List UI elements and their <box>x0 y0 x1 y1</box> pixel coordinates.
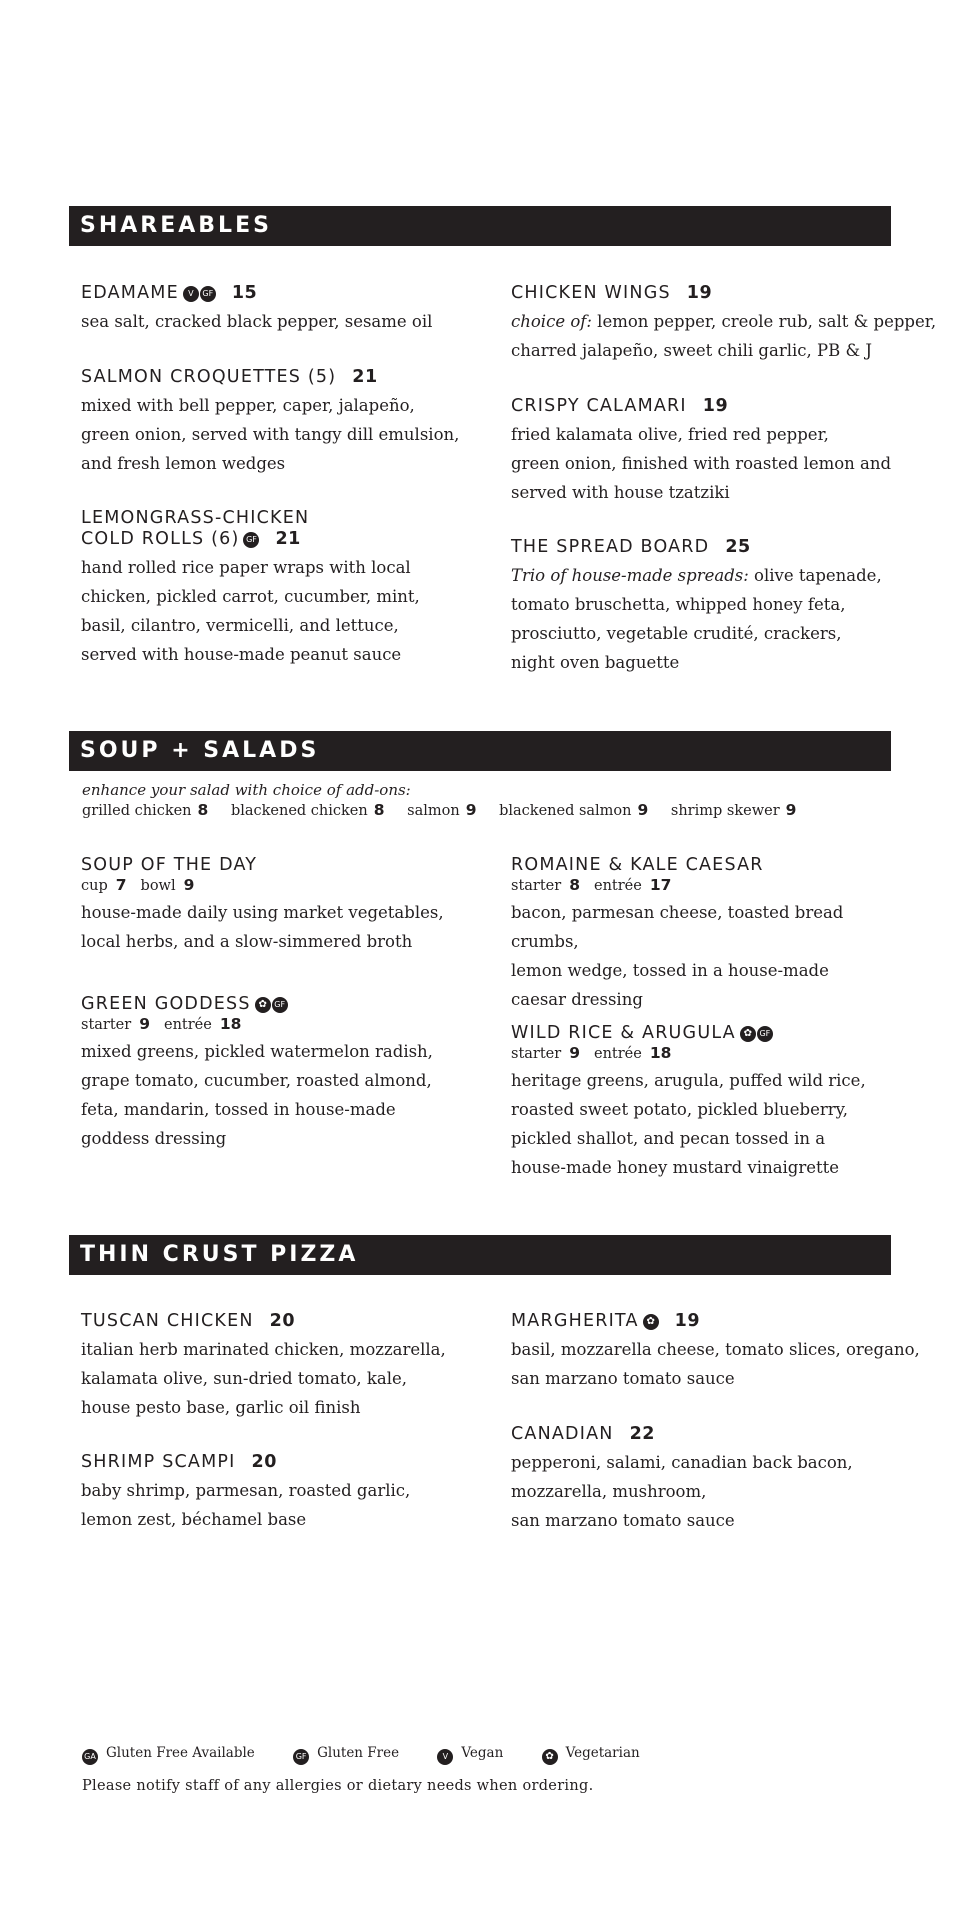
desc-line: pepperoni, salami, canadian back bacon, <box>511 1453 853 1472</box>
item-price: 19 <box>702 396 729 416</box>
desc-line: pickled shallot, and pecan tossed in a <box>511 1129 826 1148</box>
desc-line: served with house tzatziki <box>511 483 730 502</box>
item-description <box>511 898 901 1014</box>
menu-item-salmon-croquettes <box>81 367 481 478</box>
item-description <box>81 898 481 956</box>
item-name-line2: COLD ROLLS (6) <box>81 529 240 549</box>
item-price: 19 <box>686 283 713 303</box>
menu-item-green-goddess <box>81 994 481 1153</box>
desc-line: night oven baguette <box>511 653 680 672</box>
gluten-free-available-icon: GA <box>82 1749 98 1765</box>
desc-line: prosciutto, vegetable crudité, crackers, <box>511 624 842 643</box>
desc-line: mixed with bell pepper, caper, jalapeño, <box>81 396 415 415</box>
menu-item-crispy-calamari <box>511 396 901 507</box>
desc-line: san marzano tomato sauce <box>511 1369 735 1388</box>
desc-line: house-made daily using market vegetables, <box>81 903 444 922</box>
item-description <box>511 307 937 365</box>
salad-addons <box>82 780 892 821</box>
item-name: SOUP OF THE DAY <box>81 855 258 875</box>
item-name: CHICKEN WINGS <box>511 283 671 303</box>
item-name: MARGHERITA <box>511 1311 639 1331</box>
item-description <box>511 1448 901 1535</box>
desc-line: basil, cilantro, vermicelli, and lettuce, <box>81 616 399 635</box>
section-header-soup-salads: SOUP + SALADS <box>69 731 891 771</box>
desc-line: mixed greens, pickled watermelon radish, <box>81 1042 433 1061</box>
item-name: CRISPY CALAMARI <box>511 396 687 416</box>
desc-line: bacon, parmesan cheese, toasted bread crumbs, <box>511 903 844 951</box>
menu-item-tuscan-chicken <box>81 1311 481 1422</box>
item-description <box>81 1476 481 1534</box>
desc-line: hand rolled rice paper wraps with local <box>81 558 411 577</box>
dietary-legend <box>82 1745 674 1765</box>
desc-line: green onion, served with tangy dill emulsion, <box>81 425 460 444</box>
addon-item: blackened salmon 9 <box>499 801 649 819</box>
desc-line: mozzarella, mushroom, <box>511 1482 707 1501</box>
item-name: ROMAINE & KALE CAESAR <box>511 855 764 875</box>
item-description: sea salt, cracked black pepper, sesame oil <box>81 312 433 331</box>
legend-vegan: V Vegan <box>437 1745 503 1761</box>
spreads-lead: Trio of house-made spreads: <box>511 566 749 585</box>
item-description <box>511 561 901 677</box>
menu-item-margherita <box>511 1311 920 1393</box>
item-name: CANADIAN <box>511 1424 614 1444</box>
vegetarian-icon: ✿ <box>255 997 271 1013</box>
vegan-icon: V <box>437 1749 453 1765</box>
desc-line: served with house-made peanut sauce <box>81 645 402 664</box>
desc-line: basil, mozzarella cheese, tomato slices, oregano, <box>511 1340 920 1359</box>
desc-line: lemon wedge, tossed in a house-made <box>511 961 829 980</box>
desc-line: san marzano tomato sauce <box>511 1511 735 1530</box>
item-sizes: starter 9 entrée 18 <box>81 1015 242 1033</box>
gluten-free-icon: GF <box>243 532 259 548</box>
menu-item-cold-rolls <box>81 508 481 669</box>
item-price: 21 <box>275 529 301 549</box>
item-name-line1: LEMONGRASS-CHICKEN <box>81 508 310 528</box>
choice-label: choice of: <box>511 312 592 331</box>
desc-line: caesar dressing <box>511 990 643 1009</box>
item-name: SHRIMP SCAMPI <box>81 1452 236 1472</box>
addons-list <box>82 800 892 821</box>
desc-line: house-made honey mustard vinaigrette <box>511 1158 840 1177</box>
item-price: 15 <box>231 283 258 303</box>
desc-line: house pesto base, garlic oil finish <box>81 1398 361 1417</box>
item-description <box>511 1335 920 1393</box>
item-description <box>511 420 901 507</box>
desc-line: roasted sweet potato, pickled blueberry, <box>511 1100 848 1119</box>
allergy-notice: Please notify staff of any allergies or dietary needs when ordering. <box>82 1778 594 1794</box>
item-description <box>81 391 481 478</box>
desc-line: and fresh lemon wedges <box>81 454 286 473</box>
addon-item: salmon 9 <box>407 801 477 819</box>
item-description <box>81 1037 481 1153</box>
desc-line: tomato bruschetta, whipped honey feta, <box>511 595 846 614</box>
menu-item-canadian <box>511 1424 901 1535</box>
menu-item-spread-board <box>511 537 901 677</box>
legend-gluten-free-available: GA Gluten Free Available <box>82 1745 255 1761</box>
item-description <box>81 553 481 669</box>
item-name: TUSCAN CHICKEN <box>81 1311 254 1331</box>
gluten-free-icon: GF <box>272 997 288 1013</box>
item-price: 22 <box>629 1424 655 1444</box>
item-price: 20 <box>251 1452 277 1472</box>
menu-item-shrimp-scampi <box>81 1452 481 1534</box>
addons-lead: enhance your salad with choice of add-ons: <box>82 781 411 799</box>
vegetarian-icon: ✿ <box>643 1314 659 1330</box>
item-sizes: starter 8 entrée 17 <box>511 876 672 894</box>
desc-line: kalamata olive, sun-dried tomato, kale, <box>81 1369 408 1388</box>
legend-vegetarian: ✿ Vegetarian <box>542 1745 640 1761</box>
desc-line: feta, mandarin, tossed in house-made <box>81 1100 396 1119</box>
vegan-icon: V <box>183 286 199 302</box>
desc-line: lemon pepper, creole rub, salt & pepper, <box>591 312 937 331</box>
menu-item-chicken-wings <box>511 283 937 365</box>
desc-line: green onion, finished with roasted lemon and <box>511 454 892 473</box>
menu-item-edamame <box>81 283 481 336</box>
item-price: 21 <box>352 367 378 387</box>
gluten-free-icon: GF <box>293 1749 309 1765</box>
desc-line: lemon zest, béchamel base <box>81 1510 307 1529</box>
item-sizes: starter 9 entrée 18 <box>511 1044 672 1062</box>
addon-item: shrimp skewer 9 <box>670 801 797 819</box>
section-header-shareables: SHAREABLES <box>69 206 891 246</box>
menu-item-romaine-kale-caesar <box>511 855 901 1014</box>
desc-line: italian herb marinated chicken, mozzarella, <box>81 1340 446 1359</box>
addon-item: grilled chicken 8 <box>82 801 209 819</box>
legend-gluten-free: GF Gluten Free <box>293 1745 399 1761</box>
item-name: EDAMAME <box>81 283 179 303</box>
item-name: SALMON CROQUETTES (5) <box>81 367 337 387</box>
item-price: 20 <box>269 1311 295 1331</box>
item-price: 19 <box>674 1311 700 1331</box>
item-name: GREEN GODDESS <box>81 994 251 1014</box>
desc-line: grape tomato, cucumber, roasted almond, <box>81 1071 432 1090</box>
desc-line: goddess dressing <box>81 1129 227 1148</box>
item-sizes: cup 7 bowl 9 <box>81 876 195 894</box>
addon-item: blackened chicken 8 <box>230 801 385 819</box>
desc-line: baby shrimp, parmesan, roasted garlic, <box>81 1481 411 1500</box>
item-price: 25 <box>725 537 751 557</box>
item-name: THE SPREAD BOARD <box>511 537 710 557</box>
gluten-free-icon: GF <box>757 1026 773 1042</box>
menu-item-soup-of-the-day <box>81 855 481 956</box>
item-name: WILD RICE & ARUGULA <box>511 1023 736 1043</box>
desc-line: fried kalamata olive, fried red pepper, <box>511 425 829 444</box>
desc-line: heritage greens, arugula, puffed wild rice, <box>511 1071 866 1090</box>
desc-line: local herbs, and a slow-simmered broth <box>81 932 413 951</box>
desc-line: olive tapenade, <box>748 566 882 585</box>
menu-item-wild-rice-arugula <box>511 1023 901 1182</box>
vegetarian-icon: ✿ <box>740 1026 756 1042</box>
item-description <box>511 1066 901 1182</box>
item-description <box>81 1335 481 1422</box>
gluten-free-icon: GF <box>200 286 216 302</box>
section-header-pizza: THIN CRUST PIZZA <box>69 1235 891 1275</box>
vegetarian-icon: ✿ <box>542 1749 558 1765</box>
desc-line: charred jalapeño, sweet chili garlic, PB & J <box>511 341 873 360</box>
desc-line: chicken, pickled carrot, cucumber, mint, <box>81 587 420 606</box>
